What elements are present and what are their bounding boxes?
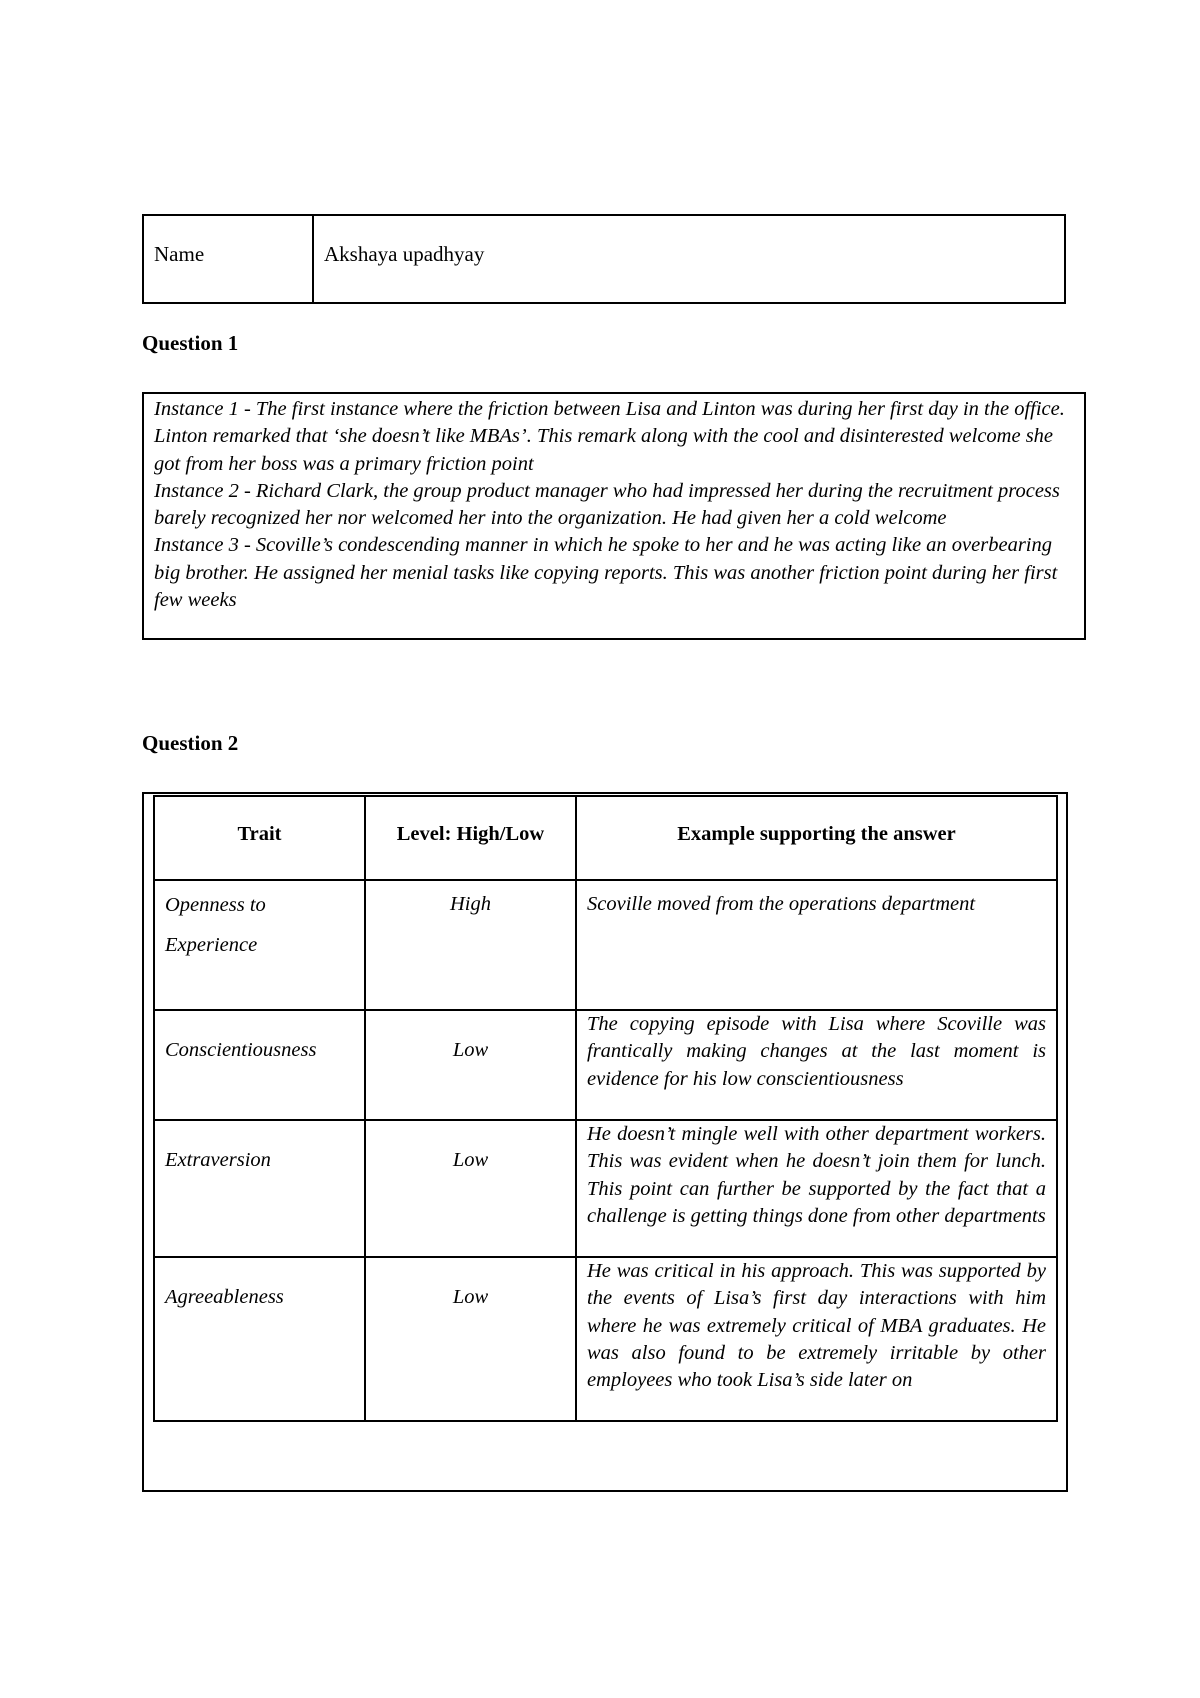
name-table [142,214,1066,304]
instance-1-text: Instance 1 - The first instance where the friction between Lisa and Linton was during her first day in the office. Linton remarked that ‘she doesn’t like MBAs’. This remark along with the cool and disinterested welcome she got from her boss was a primary friction point [154,398,1065,475]
trait-cell: Openness to Experience [154,880,365,1010]
trait-cell: Agreeableness [154,1257,365,1421]
level-cell: High [365,880,576,1010]
name-row [143,215,1065,303]
column-header-example: Example supporting the answer [576,796,1057,880]
question-1-heading: Question 1 [142,331,239,355]
table-row [154,1120,1057,1257]
table-row [154,880,1057,1010]
column-header-trait: Trait [154,796,365,880]
trait-cell: Extraversion [154,1120,365,1257]
trait-cell: Conscientiousness [154,1010,365,1120]
instance-3-text: Instance 3 - Scoville’s condescending manner in which he spoke to her and he was acting like an overbearing big brother. He assigned her menial tasks like copying reports. This was another friction point during her first few weeks [154,534,1058,612]
example-cell: The copying episode with Lisa where Scoville was frantically making changes at the last moment is evidence for his low conscientiousness [576,1010,1057,1120]
example-cell: Scoville moved from the operations department [576,880,1057,1010]
table-row [154,1010,1057,1120]
name-label: Name [143,215,313,303]
name-value: Akshaya upadhyay [313,215,1065,303]
trait-table [153,795,1058,1422]
column-header-level: Level: High/Low [365,796,576,880]
instance-2-text: Instance 2 - Richard Clark, the group product manager who had impressed her during the recruitment process barely recognized her nor welcomed her into the organization. He had given her a cold welcome [154,479,1060,530]
level-cell: Low [365,1120,576,1257]
question-2-heading: Question 2 [142,731,239,755]
trait-table-header-row [154,796,1057,880]
level-cell: Low [365,1010,576,1120]
example-cell: He doesn’t mingle well with other department workers. This was evident when he doesn’t join them for lunch. This point can further be supported by the fact that a challenge is getting things done from other departments [576,1120,1057,1257]
example-cell: He was critical in his approach. This was supported by the events of Lisa’s first day interactions with him where he was extremely critical of MBA graduates. He was also found to be extremely irritable by other employees who took Lisa’s side later on [576,1257,1057,1421]
question-1-answer-box [142,392,1086,640]
table-row [154,1257,1057,1421]
level-cell: Low [365,1257,576,1421]
